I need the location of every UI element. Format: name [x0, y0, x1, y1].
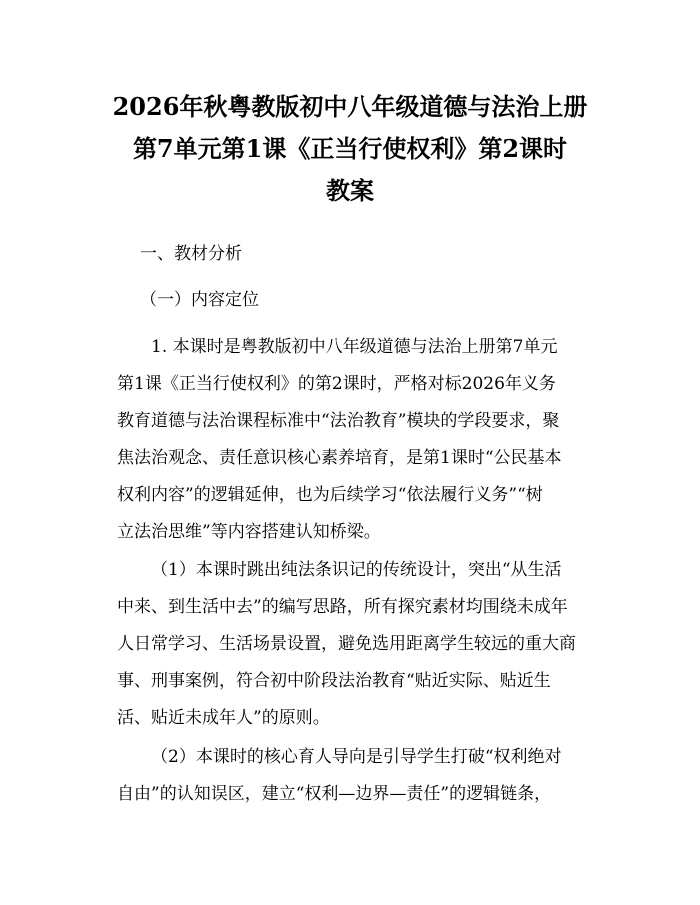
paragraph-2	[117, 552, 593, 737]
paragraph-2-line: （1）本课时跳出纯法条识记的传统设计，突出“从生活	[151, 560, 562, 580]
paragraph-1-line: 第1课《正当行使权利》的第2课时，严格对标2026年义务	[117, 374, 556, 394]
paragraph-1-line: 焦法治观念、责任意识核心素养培育，是第1课时“公民基本	[117, 448, 562, 468]
paragraph-3-line: （2）本课时的核心育人导向是引导学生打破“权利绝对	[151, 747, 562, 767]
paragraph-2-line: 活、贴近未成年人”的原则。	[117, 708, 330, 728]
section-heading-textbook-analysis: 一、教材分析	[140, 244, 242, 264]
paragraph-1-line: 立法治思维”等内容搭建认知桥梁。	[117, 522, 381, 542]
paragraph-1	[117, 329, 593, 551]
paragraph-2-line: 中来、到生活中去”的编写思路，所有探究素材均围绕未成年	[117, 597, 568, 617]
paragraph-1-line: 1. 本课时是粤教版初中八年级道德与法治上册第7单元	[151, 337, 558, 357]
paragraph-3-line: 自由”的认知误区，建立“权利—边界—责任”的逻辑链条，	[117, 784, 552, 804]
paragraph-1-line: 教育道德与法治课程标准中“法治教育”模块的学段要求，聚	[117, 411, 560, 431]
paragraph-3	[117, 739, 593, 813]
paragraph-2-line: 人日常学习、生活场景设置，避免选用距离学生较远的重大商	[117, 634, 576, 654]
subsection-heading-content-positioning: （一）内容定位	[140, 290, 259, 310]
title-line-1: 2026年秋粤教版初中八年级道德与法治上册	[112, 92, 588, 121]
title-line-3: 教案	[326, 176, 374, 205]
document-title	[70, 86, 630, 212]
title-line-2: 第7单元第1课《正当行使权利》第2课时	[132, 134, 568, 163]
paragraph-2-line: 事、刑事案例，符合初中阶段法治教育“贴近实际、贴近生	[117, 671, 551, 691]
paragraph-1-line: 权利内容”的逻辑延伸，也为后续学习“依法履行义务”“树	[117, 485, 543, 505]
